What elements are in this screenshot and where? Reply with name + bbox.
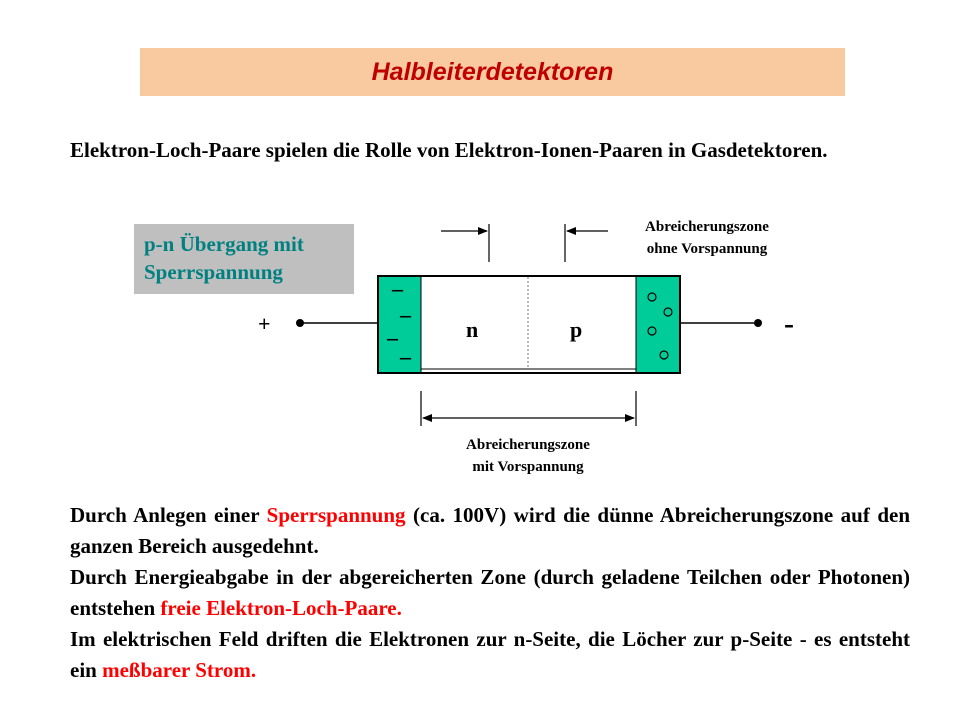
zone-with-bias-line1: Abreicherungszone: [466, 437, 590, 453]
pn-junction-label-line2: Sperrspannung: [144, 260, 283, 284]
electron-minus-3: –: [387, 325, 398, 350]
depletion-region-right: [636, 277, 679, 372]
electron-minus-1: –: [392, 276, 403, 301]
minus-sign: -: [784, 307, 794, 340]
zone-without-bias-line1: Abreicherungszone: [645, 219, 769, 235]
highlight-electron-hole-pairs: freie Elektron-Loch-Paare.: [160, 596, 402, 620]
explanation-text: [70, 500, 910, 686]
left-terminal: [296, 319, 304, 327]
n-region-label: n: [466, 317, 479, 342]
p-region-label: p: [570, 317, 583, 342]
right-terminal: [754, 319, 762, 327]
paragraph-2: [70, 562, 910, 624]
paragraph-3: [70, 624, 910, 686]
paragraph-1: [70, 500, 910, 562]
electron-minus-4: –: [400, 344, 411, 369]
electron-minus-2: –: [400, 302, 411, 327]
highlight-measurable-current: meßbarer Strom: [102, 658, 251, 682]
zone-with-bias-line2: mit Vorspannung: [472, 459, 584, 475]
highlight-sperrspannung: Sperrspannung: [266, 503, 406, 527]
paragraph-1-part-c: (ca. 100V) wird die dünne Abreicherungszone auf den ganzen Bereich ausgedehnt.: [70, 503, 910, 558]
page-title: Halbleiterdetektoren: [371, 57, 614, 86]
pn-junction-label-line1: p-n Übergang mit: [144, 232, 304, 256]
paragraph-3-part-a: Im elektrischen Feld driften die Elektronen zur n-Seite, die Löcher zur p-Seite - es entsteht ein: [70, 627, 910, 682]
intro-text: Elektron-Loch-Paare spielen die Rolle von Elektron-Ionen-Paaren in Gasdetektoren.: [70, 138, 828, 162]
paragraph-1-part-a: Durch Anlegen einer: [70, 503, 267, 527]
paragraph-3-period: .: [250, 658, 257, 682]
plus-sign: +: [258, 311, 271, 336]
zone-without-bias-line2: ohne Vorspannung: [646, 241, 768, 257]
junction-body: [378, 276, 680, 373]
paragraph-2-part-a: Durch Energieabgabe in der abgereicherten Zone (durch geladene Teilchen oder Photonen) entstehen: [70, 565, 910, 620]
